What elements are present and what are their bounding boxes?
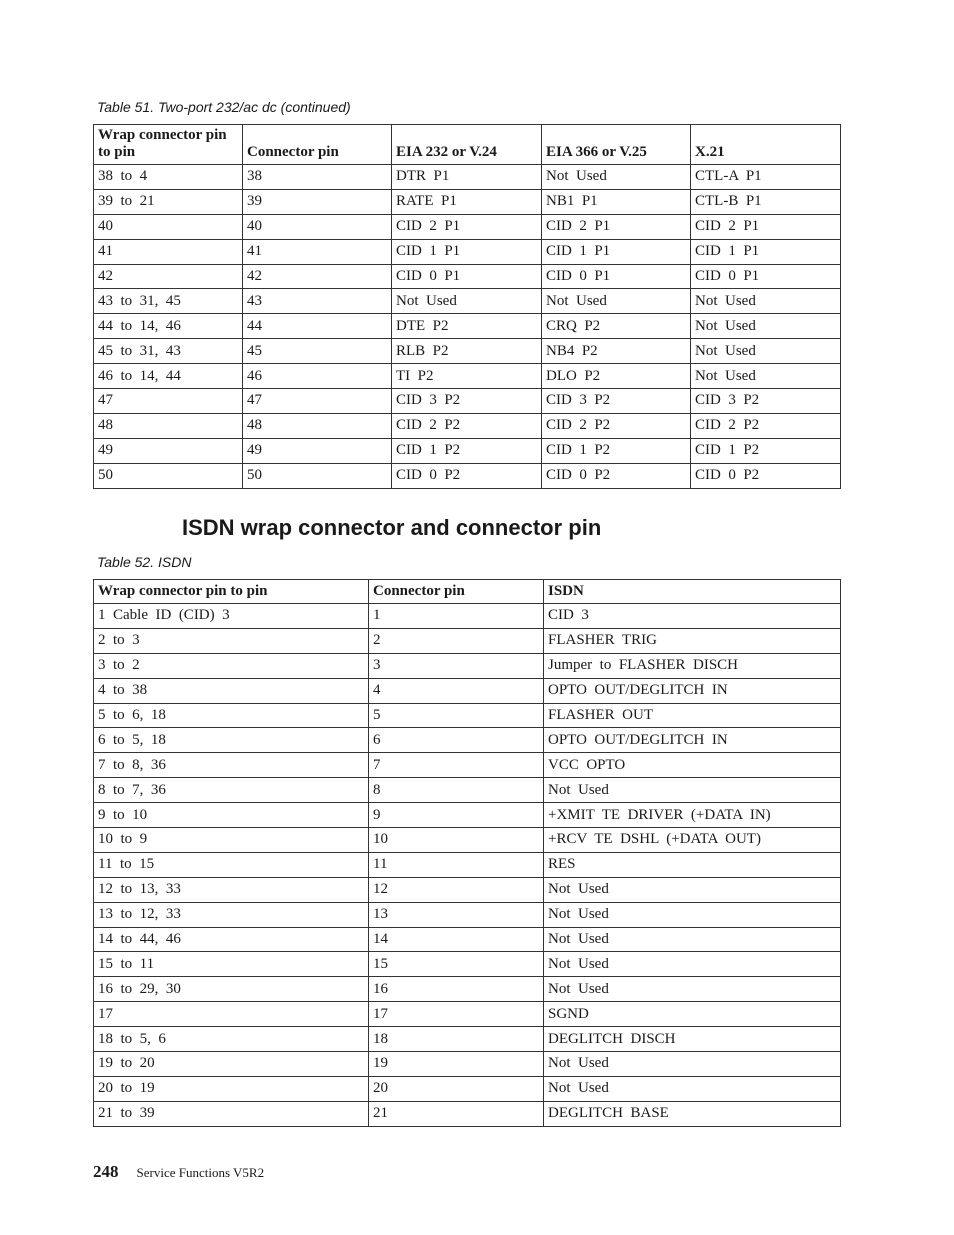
header-row [94, 125, 841, 165]
table-row [94, 264, 841, 289]
table-cell: 9 [369, 803, 544, 828]
table-row [94, 1052, 841, 1077]
table-cell: 50 [243, 463, 392, 488]
table-cell: CID 2 P1 [542, 214, 691, 239]
table-cell: CID 3 P2 [542, 389, 691, 414]
table-cell: CID 0 P2 [542, 463, 691, 488]
table-cell: 14 [369, 927, 544, 952]
table-cell: 45 to 31, 43 [94, 339, 243, 364]
table-cell: CRQ P2 [542, 314, 691, 339]
column-header: EIA 232 or V.24 [392, 125, 542, 165]
table-cell: Not Used [544, 778, 841, 803]
table-cell: CID 3 P2 [691, 389, 841, 414]
table-cell: CID 1 P2 [691, 438, 841, 463]
table-cell: 19 [369, 1052, 544, 1077]
table-row [94, 314, 841, 339]
table-row [94, 877, 841, 902]
table-cell: 47 [94, 389, 243, 414]
table-row [94, 1027, 841, 1052]
table-cell: CID 2 P1 [691, 214, 841, 239]
table-row [94, 413, 841, 438]
table-cell: Not Used [544, 877, 841, 902]
table-cell: 1 Cable ID (CID) 3 [94, 604, 369, 629]
column-header: Connector pin [243, 125, 392, 165]
table-cell: RES [544, 852, 841, 877]
table-cell: 6 [369, 728, 544, 753]
table-cell: 2 to 3 [94, 628, 369, 653]
table-cell: 48 [94, 413, 243, 438]
table-cell: 39 to 21 [94, 189, 243, 214]
table-cell: 19 to 20 [94, 1052, 369, 1077]
table-cell: 43 to 31, 45 [94, 289, 243, 314]
table-cell: 17 [94, 1002, 369, 1027]
table-cell: CTL-A P1 [691, 165, 841, 190]
table-cell: 38 to 4 [94, 165, 243, 190]
table-cell: Not Used [542, 165, 691, 190]
table-row [94, 189, 841, 214]
table-cell: 44 [243, 314, 392, 339]
table-cell: NB4 P2 [542, 339, 691, 364]
column-header: Wrap connector pin to pin [94, 125, 243, 165]
table-cell: 12 to 13, 33 [94, 877, 369, 902]
table-cell: 15 [369, 952, 544, 977]
table-cell: 10 to 9 [94, 828, 369, 853]
table-cell: 48 [243, 413, 392, 438]
table-cell: 8 [369, 778, 544, 803]
table-cell: RLB P2 [392, 339, 542, 364]
table-cell: DLO P2 [542, 364, 691, 389]
table-row [94, 803, 841, 828]
table-row [94, 678, 841, 703]
table-cell: 40 [94, 214, 243, 239]
table-cell: 13 [369, 902, 544, 927]
table-cell: 16 to 29, 30 [94, 977, 369, 1002]
table-cell: TI P2 [392, 364, 542, 389]
table-cell: +XMIT TE DRIVER (+DATA IN) [544, 803, 841, 828]
table-cell: 40 [243, 214, 392, 239]
table-cell: CID 1 P2 [392, 438, 542, 463]
table-cell: 50 [94, 463, 243, 488]
table-cell: CID 3 P2 [392, 389, 542, 414]
table-row [94, 364, 841, 389]
table-cell: 18 to 5, 6 [94, 1027, 369, 1052]
table-cell: 45 [243, 339, 392, 364]
table-cell: 39 [243, 189, 392, 214]
column-header: ISDN [544, 580, 841, 604]
table-row [94, 165, 841, 190]
table-row [94, 604, 841, 629]
table-cell: NB1 P1 [542, 189, 691, 214]
table-cell: CID 1 P1 [691, 239, 841, 264]
table-cell: CID 0 P1 [392, 264, 542, 289]
column-header: X.21 [691, 125, 841, 165]
table-cell: Not Used [691, 314, 841, 339]
table-cell: 18 [369, 1027, 544, 1052]
table-cell: FLASHER TRIG [544, 628, 841, 653]
table-cell: CID 2 P2 [542, 413, 691, 438]
table-cell: 42 [94, 264, 243, 289]
table-cell: 43 [243, 289, 392, 314]
table-cell: 13 to 12, 33 [94, 902, 369, 927]
table-51 [93, 124, 841, 489]
page-number: 248 [93, 1162, 119, 1181]
table-cell: RATE P1 [392, 189, 542, 214]
table-cell: CID 0 P2 [691, 463, 841, 488]
table-cell: Not Used [691, 364, 841, 389]
table-cell: DEGLITCH BASE [544, 1101, 841, 1126]
table-row [94, 339, 841, 364]
table-cell: Not Used [544, 902, 841, 927]
table-cell: 11 to 15 [94, 852, 369, 877]
table-row [94, 778, 841, 803]
table-row [94, 728, 841, 753]
table-cell: 10 [369, 828, 544, 853]
table-row [94, 463, 841, 488]
column-header: Wrap connector pin to pin [94, 580, 369, 604]
table-cell: 3 [369, 653, 544, 678]
table-row [94, 1076, 841, 1101]
table-cell: 49 [243, 438, 392, 463]
table-cell: 14 to 44, 46 [94, 927, 369, 952]
table-cell: Not Used [542, 289, 691, 314]
table-row [94, 653, 841, 678]
table-row [94, 927, 841, 952]
table-cell: 11 [369, 852, 544, 877]
table-row [94, 828, 841, 853]
section-heading: ISDN wrap connector and connector pin [182, 515, 602, 540]
table-cell: Not Used [544, 952, 841, 977]
table-cell: 47 [243, 389, 392, 414]
table-cell: 7 to 8, 36 [94, 753, 369, 778]
table-cell: 17 [369, 1002, 544, 1027]
table-row [94, 214, 841, 239]
table-cell: 5 [369, 703, 544, 728]
table-cell: DTE P2 [392, 314, 542, 339]
column-header: Connector pin [369, 580, 544, 604]
table-cell: FLASHER OUT [544, 703, 841, 728]
column-header: EIA 366 or V.25 [542, 125, 691, 165]
table-cell: 42 [243, 264, 392, 289]
table-cell: 20 to 19 [94, 1076, 369, 1101]
table-cell: 6 to 5, 18 [94, 728, 369, 753]
table-cell: 15 to 11 [94, 952, 369, 977]
table-cell: CID 2 P2 [392, 413, 542, 438]
table-cell: 12 [369, 877, 544, 902]
table-cell: OPTO OUT/DEGLITCH IN [544, 728, 841, 753]
table-row [94, 1101, 841, 1126]
table-cell: CTL-B P1 [691, 189, 841, 214]
table-cell: OPTO OUT/DEGLITCH IN [544, 678, 841, 703]
table-row [94, 1002, 841, 1027]
table-cell: Not Used [544, 1076, 841, 1101]
table-cell: CID 0 P1 [691, 264, 841, 289]
table-cell: CID 1 P1 [542, 239, 691, 264]
table-cell: CID 3 [544, 604, 841, 629]
table-cell: CID 0 P1 [542, 264, 691, 289]
table-cell: Not Used [691, 339, 841, 364]
table-cell: CID 2 P2 [691, 413, 841, 438]
table-cell: +RCV TE DSHL (+DATA OUT) [544, 828, 841, 853]
table-cell: Not Used [392, 289, 542, 314]
table-cell: 2 [369, 628, 544, 653]
page-footer [93, 1162, 264, 1182]
table-cell: 4 to 38 [94, 678, 369, 703]
table-cell: 21 to 39 [94, 1101, 369, 1126]
table-row [94, 703, 841, 728]
table-row [94, 753, 841, 778]
table-cell: 46 to 14, 44 [94, 364, 243, 389]
document-title: Service Functions V5R2 [136, 1165, 265, 1180]
table-cell: Not Used [544, 1052, 841, 1077]
table-cell: DEGLITCH DISCH [544, 1027, 841, 1052]
table-cell: 8 to 7, 36 [94, 778, 369, 803]
table-cell: 16 [369, 977, 544, 1002]
table-cell: 44 to 14, 46 [94, 314, 243, 339]
table-cell: SGND [544, 1002, 841, 1027]
table-cell: Not Used [544, 927, 841, 952]
table-cell: 41 [243, 239, 392, 264]
table-cell: DTR P1 [392, 165, 542, 190]
table-cell: 3 to 2 [94, 653, 369, 678]
table-cell: 5 to 6, 18 [94, 703, 369, 728]
table-52 [93, 579, 841, 1127]
table-52-caption: Table 52. ISDN [97, 554, 192, 570]
table-cell: 4 [369, 678, 544, 703]
table-cell: 9 to 10 [94, 803, 369, 828]
table-row [94, 902, 841, 927]
table-row [94, 239, 841, 264]
table-cell: 20 [369, 1076, 544, 1101]
table-cell: 7 [369, 753, 544, 778]
table-row [94, 289, 841, 314]
table-row [94, 952, 841, 977]
table-cell: Not Used [691, 289, 841, 314]
table-cell: 1 [369, 604, 544, 629]
table-cell: Not Used [544, 977, 841, 1002]
table-row [94, 852, 841, 877]
table-cell: CID 0 P2 [392, 463, 542, 488]
table-cell: 41 [94, 239, 243, 264]
table-row [94, 389, 841, 414]
header-row [94, 580, 841, 604]
table-cell: 21 [369, 1101, 544, 1126]
table-row [94, 438, 841, 463]
table-cell: CID 1 P2 [542, 438, 691, 463]
table-cell: 49 [94, 438, 243, 463]
table-cell: 38 [243, 165, 392, 190]
table-cell: CID 1 P1 [392, 239, 542, 264]
table-cell: VCC OPTO [544, 753, 841, 778]
table-51-caption: Table 51. Two-port 232/ac dc (continued) [97, 99, 351, 115]
table-row [94, 977, 841, 1002]
table-row [94, 628, 841, 653]
table-cell: Jumper to FLASHER DISCH [544, 653, 841, 678]
table-cell: CID 2 P1 [392, 214, 542, 239]
table-cell: 46 [243, 364, 392, 389]
